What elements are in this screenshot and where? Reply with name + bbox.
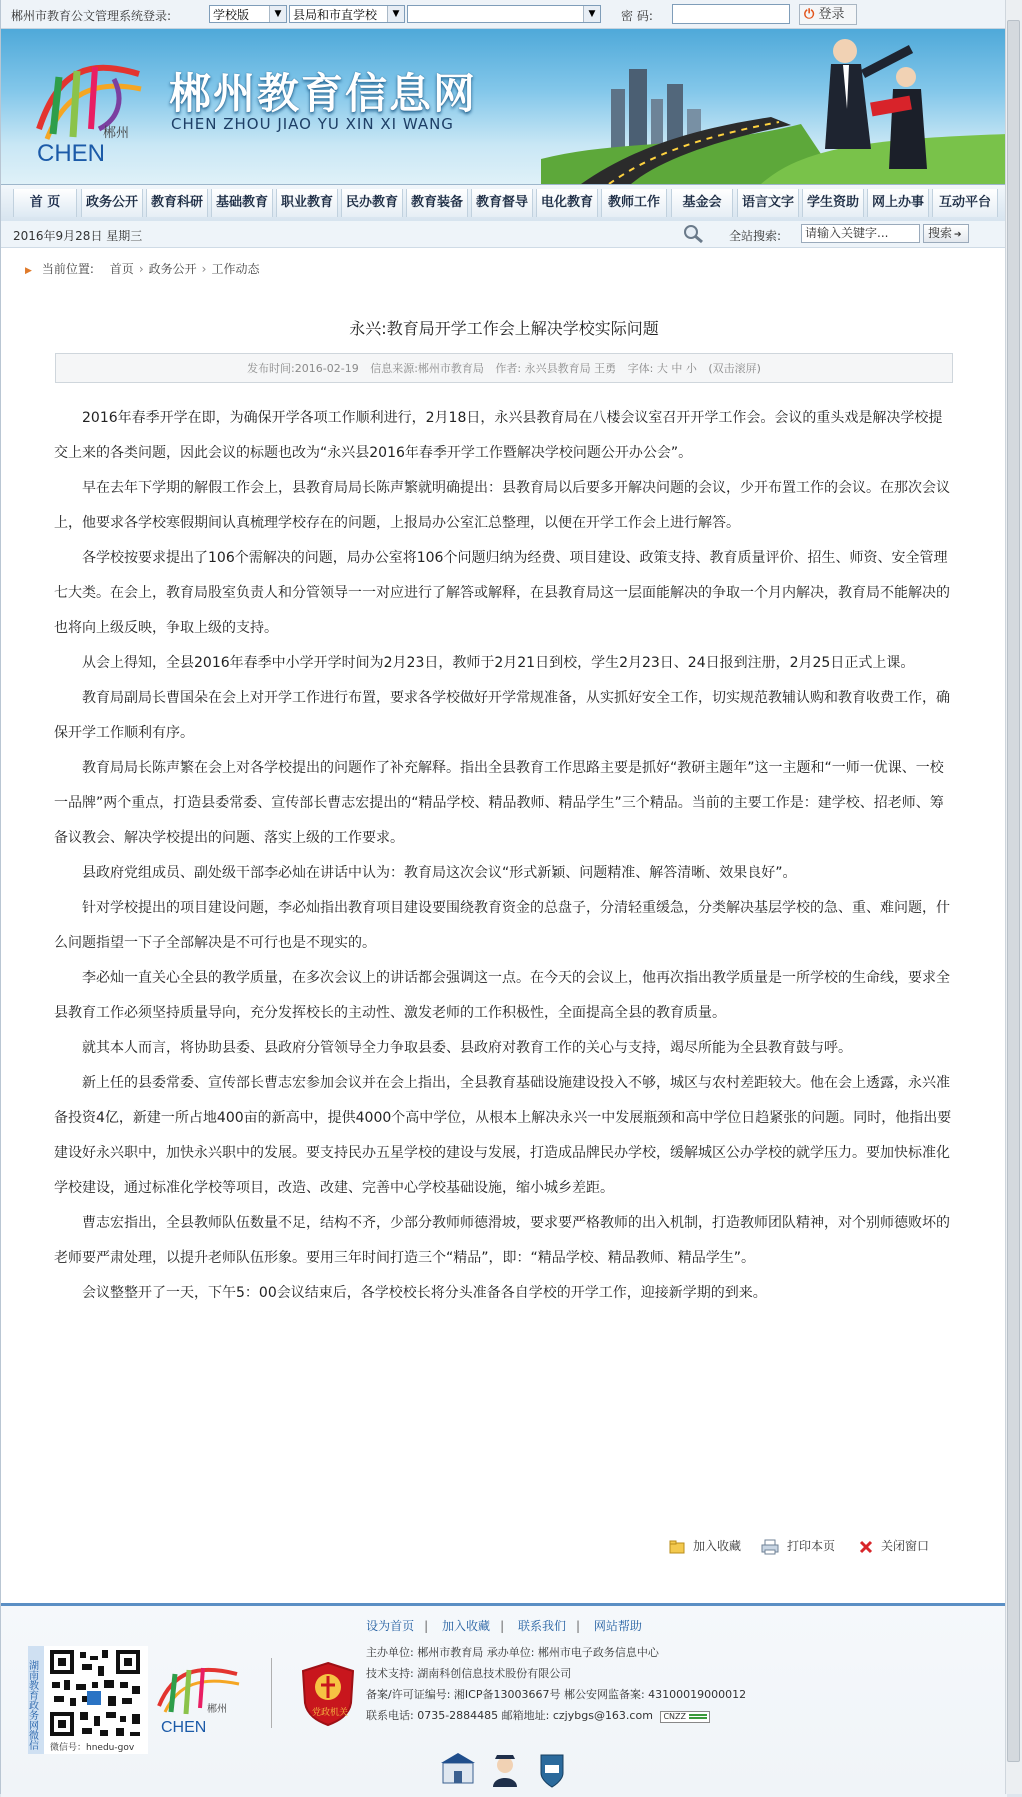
- current-date: 2016年9月28日 星期三: [13, 229, 143, 243]
- nav-item-supervision[interactable]: 教育督导: [471, 189, 533, 217]
- chevron-down-icon: ▼: [269, 6, 286, 22]
- article-body: [54, 401, 954, 1311]
- double-click-scroll: (双击滚屏): [708, 362, 761, 375]
- publish-time: 发布时间:2016-02-19: [247, 362, 359, 375]
- nav-item-equipment[interactable]: 教育装备: [406, 189, 468, 217]
- nav-item-language[interactable]: 语言文字: [737, 189, 799, 217]
- svg-text:郴州: 郴州: [103, 126, 130, 141]
- party-gov-badge[interactable]: [301, 1661, 355, 1727]
- date-search-bar: [1, 221, 1007, 248]
- footer-tech-support: 技术支持: 湖南科创信息技术股份有限公司: [366, 1667, 572, 1680]
- site-title: 郴州教育信息网: [169, 69, 478, 118]
- footer-link-help[interactable]: 网站帮助: [593, 1619, 642, 1633]
- nav-item-private-edu[interactable]: 民办教育: [341, 189, 403, 217]
- article-paragraph: 曹志宏指出，全县教师队伍数量不足，结构不齐，少部分教师师德滑坡，要求要严格教师的出入机制，打造教师团队精神，对个别师德败坏的老师要严肃处理，以提升老师队伍形象。要用三年时间打造三个“精品”，即：“精品学校、精品教师、精品学生”。: [54, 1215, 950, 1266]
- search-input[interactable]: 请输入关键字...: [801, 224, 920, 243]
- nav-item-foundation[interactable]: 基金会: [671, 189, 733, 217]
- scrollbar-thumb[interactable]: [1007, 20, 1020, 1762]
- login-button[interactable]: ⏻ 登录: [799, 4, 857, 25]
- police-officer-icon: [493, 1755, 517, 1787]
- password-input[interactable]: [672, 4, 790, 24]
- site-footer: [1, 1603, 1007, 1797]
- font-size-switch[interactable]: 字体: 大 中 小: [627, 362, 697, 375]
- breadcrumb-gov[interactable]: 政务公开: [148, 262, 197, 276]
- nav-item-home[interactable]: 首 页: [13, 189, 77, 217]
- article-meta: [55, 353, 953, 383]
- nav-item-basic-edu[interactable]: 基础教育: [211, 189, 273, 217]
- article-paragraph: 李必灿一直关心全县的教学质量，在多次会议上的讲话都会强调这一点。在今天的会议上，他再次指出教学质量是一所学校的生命线，要求全县教育工作必须坚持质量导向，充分发挥校长的主动性、激发老师的工作积极性，全面提高全县的教育质量。: [54, 970, 950, 1021]
- search-icon: [683, 224, 705, 244]
- svg-text:党政机关: 党政机关: [312, 1708, 349, 1718]
- site-banner: [1, 29, 1007, 184]
- print-page-link[interactable]: 打印本页: [761, 1537, 835, 1555]
- nav-item-teachers[interactable]: 教师工作: [601, 189, 667, 217]
- svg-text:CHEN: CHEN: [37, 140, 106, 167]
- article-paragraph: 新上任的县委常委、宣传部长曹志宏参加会议并在会上指出，全县教育基础设施建设投入不够，城区与农村差距较大。他在会上透露，永兴准备投资4亿，新建一所占地400亩的新高中，提供4000个高中学位，从根本上解决永兴一中发展瓶颈和高中学位日趋紧张的问题。同时，他指出要建设好永兴职中，加快永兴职中的发展。要支持民办五星学校的建设与发展，打造成品牌民办学校，缓解城区公办学校的就学压力。要加快标准化学校建设，通过标准化学校等项目，改造、改建、完善中心学校基础设施，缩小城乡差距。: [54, 1075, 952, 1196]
- search-label: 全站搜索:: [729, 229, 782, 243]
- article-title: 永兴:教育局开学工作会上解决学校实际问题: [349, 319, 659, 338]
- breadcrumb-label: 当前位置:: [41, 262, 94, 276]
- chevron-down-icon: ▼: [387, 6, 404, 22]
- footer-link-homepage[interactable]: 设为首页: [366, 1619, 415, 1633]
- article-paragraph: 各学校按要求提出了106个需解决的问题，局办公室将106个问题归纳为经费、项目建设、政策支持、教育质量评价、招生、师资、安全管理七大类。在会上，教育局股室负责人和分管领导一一对应进行了解答或解释，在县教育局这一层面能解决的争取一个月内解决，教育局不能解决的也将向上级反映，争取上级的支持。: [54, 550, 950, 636]
- version-select[interactable]: 学校版 ▼: [209, 5, 287, 23]
- article-paragraph: 县政府党组成员、副处级干部李必灿在讲话中认为：教育局这次会议“形式新颖、问题精准、解答清晰、效果良好”。: [82, 865, 797, 881]
- search-button[interactable]: 搜索 ➔: [923, 224, 969, 243]
- chevron-right-icon: ›: [138, 262, 144, 276]
- footer-sponsor: 主办单位: 郴州市教育局 承办单位: 郴州市电子政务信息中心: [366, 1646, 659, 1659]
- nav-item-student-aid[interactable]: 学生资助: [802, 189, 864, 217]
- nav-item-e-edu[interactable]: 电化教育: [536, 189, 598, 217]
- article-paragraph: 教育局局长陈声繁在会上对各学校提出的问题作了补充解释。指出全县教育工作思路主要是抓好“教研主题年”这一主题和“一师一优课、一校一品牌”两个重点，打造县委常委、宣传部长曹志宏提出的“精品学校、精品教师、精品学生”三个精品。当前的主要工作是：建学校、招老师、筹备议教会、解决学校提出的问题、落实上级的工作要求。: [54, 760, 944, 846]
- nav-item-research[interactable]: 教育科研: [146, 189, 208, 217]
- folder-star-icon: [669, 1540, 685, 1554]
- breadcrumb: [25, 260, 259, 277]
- cnzz-badge[interactable]: CNZZ: [660, 1711, 709, 1723]
- breadcrumb-home[interactable]: 首页: [109, 262, 134, 276]
- arrow-right-icon: ➔: [954, 230, 962, 240]
- footer-icp[interactable]: 备案/许可证编号: 湘ICP备13003667号 郴公安网监备案: 43100019000012: [366, 1688, 747, 1701]
- site-logo: [29, 49, 149, 174]
- footer-logo: [153, 1656, 243, 1736]
- banner-scene-image: [541, 29, 1007, 184]
- police-station-icon: [441, 1753, 475, 1783]
- nav-item-interactive[interactable]: 互动平台: [932, 189, 998, 217]
- close-icon: [859, 1540, 873, 1554]
- nav-item-online-service[interactable]: 网上办事: [867, 189, 929, 217]
- article-paragraph: 2016年春季开学在即，为确保开学各项工作顺利进行，2月18日，永兴县教育局在八楼会议室召开开学工作会。会议的重头戏是解决学校提交上来的各类问题，因此会议的标题也改为“永兴县2016年春季开学工作暨解决学校问题公开办公会”。: [54, 410, 943, 461]
- main-nav: [1, 184, 1007, 222]
- footer-link-contact[interactable]: 联系我们: [517, 1619, 566, 1633]
- chevron-right-icon: ›: [201, 262, 207, 276]
- school-select[interactable]: [407, 5, 601, 23]
- password-label: 密 码:: [621, 9, 653, 23]
- footer-links: 设为首页 | 加入收藏 | 联系我们 | 网站帮助: [366, 1619, 642, 1633]
- article-paragraph: 教育局副局长曹国朵在会上对开学工作进行布置，要求各学校做好开学常规准备，从实抓好安全工作，切实规范教辅认购和教育收费工作，确保开学工作顺利有序。: [54, 690, 950, 741]
- add-favorite-link[interactable]: 加入收藏: [669, 1537, 741, 1554]
- nav-item-vocational[interactable]: 职业教育: [276, 189, 338, 217]
- close-window-link[interactable]: 关闭窗口: [859, 1537, 929, 1554]
- login-label: 郴州市教育公文管理系统登录:: [11, 9, 172, 23]
- unit-select[interactable]: 县局和市直学校 ▼: [289, 5, 405, 23]
- power-icon: ⏻: [804, 7, 815, 22]
- site-subtitle: CHEN ZHOU JIAO YU XIN XI WANG: [171, 115, 454, 133]
- svg-text:微信号：hnedu-gov: 微信号：hnedu-gov: [50, 1743, 135, 1753]
- breadcrumb-news[interactable]: 工作动态: [211, 262, 260, 276]
- info-source: 信息来源:郴州市教育局: [370, 362, 484, 375]
- vertical-scrollbar[interactable]: [1005, 0, 1022, 1794]
- footer-contact: 联系电话: 0735-2884485 邮箱地址: czjybgs@163.com CNZZ: [366, 1705, 746, 1726]
- article-paragraph: 针对学校提出的项目建设问题，李必灿指出教育项目建设要围绕教育资金的总盘子，分清轻重缓急，分类解决基层学校的急、重、难问题，什么问题指望一下子全部解决是不可行也是不现实的。: [54, 900, 950, 951]
- footer-info: [366, 1642, 746, 1726]
- police-badge-icon: [541, 1755, 563, 1787]
- chevron-down-icon: ▼: [583, 6, 600, 22]
- printer-icon: [761, 1539, 779, 1555]
- article-paragraph: 从会上得知，全县2016年春季中小学开学时间为2月23日，教师于2月21日到校，学生2月23日、24日报到注册，2月25日正式上课。: [82, 655, 915, 671]
- footer-divider: [271, 1658, 272, 1728]
- svg-text:郴州: 郴州: [207, 1704, 227, 1715]
- nav-item-gov-affairs[interactable]: 政务公开: [81, 189, 143, 217]
- article-author: 作者: 永兴县教育局 王勇: [495, 362, 617, 375]
- login-bar: [1, 0, 1007, 29]
- bullet-icon: ▶: [25, 266, 32, 276]
- article-paragraph: 会议整整开了一天，下午5：00会议结束后，各学校校长将分头准备各自学校的开学工作，迎接新学期的到来。: [82, 1285, 767, 1301]
- article-paragraph: 早在去年下学期的解假工作会上，县教育局局长陈声繁就明确提出：县教育局以后要多开解决问题的会议，少开布置工作的会议。在那次会议上，他要求各学校寒假期间认真梳理学校存在的问题，上报局办公室汇总整理，以便在开学工作会上进行解答。: [54, 480, 950, 531]
- svg-text:CHEN: CHEN: [161, 1719, 207, 1736]
- wechat-qr-code[interactable]: [28, 1646, 148, 1754]
- security-badges[interactable]: [441, 1751, 571, 1789]
- svg-text:湖南教育政务网微信: 湖南教育政务网微信: [26, 1660, 38, 1750]
- footer-link-favorite[interactable]: 加入收藏: [442, 1619, 491, 1633]
- article-paragraph: 就其本人而言，将协助县委、县政府分管领导全力争取县委、县政府对教育工作的关心与支持，竭尽所能为全县教育鼓与呼。: [82, 1040, 852, 1056]
